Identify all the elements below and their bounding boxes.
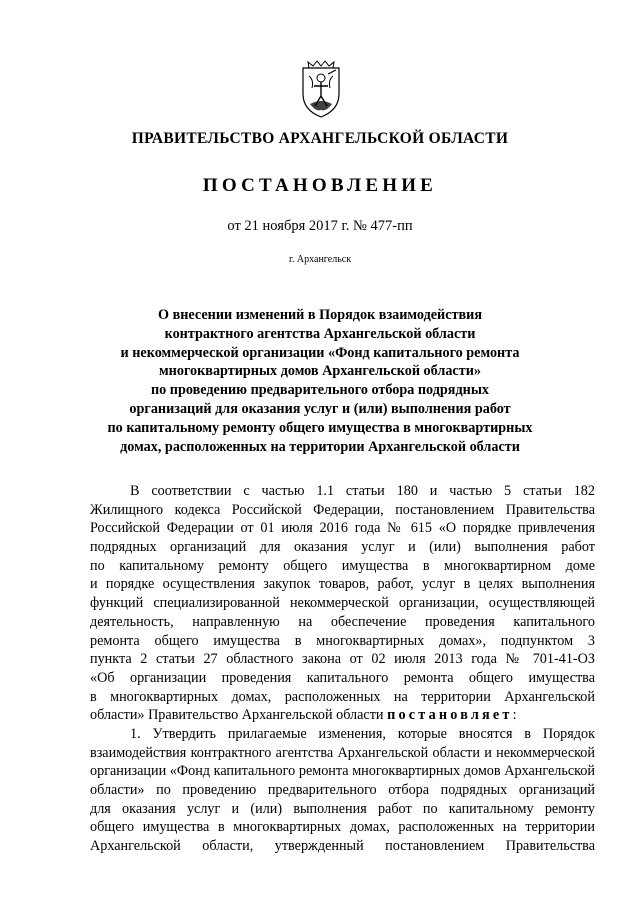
- preamble-line: деятельность, направленную на обеспечение проведения капитального: [90, 613, 595, 630]
- preamble-line: в многоквартирных домах, расположенных на территории Архангельской: [90, 688, 595, 705]
- document-body: [90, 482, 595, 856]
- title-line: контрактного агентства Архангельской области: [164, 325, 476, 342]
- preamble-line-text: области» Правительство Архангельской области: [90, 707, 384, 724]
- document-title: [95, 306, 545, 456]
- preamble-line: пункта 2 статьи 27 областного закона от 02 июля 2013 года № 701-41-ОЗ: [90, 651, 595, 668]
- preamble-line: «Об организации проведения капитального ремонта общего имущества: [90, 669, 595, 686]
- preamble-line: Российской Федерации от 01 июля 2016 года № 615 «О порядке привлечения: [90, 520, 595, 537]
- government-name: ПРАВИТЕЛЬСТВО АРХАНГЕЛЬСКОЙ ОБЛАСТИ: [131, 130, 509, 147]
- preamble-line: Жилищного кодекса Российской Федерации, постановлением Правительства: [90, 501, 595, 518]
- title-line: по капитальному ремонту общего имущества в многоквартирных: [107, 419, 533, 436]
- preamble-line: В соответствии с частью 1.1 статьи 180 и частью 5 статьи 182: [130, 483, 595, 499]
- item1-line: 1. Утвердить прилагаемые изменения, которые вносятся в Порядок: [130, 725, 595, 742]
- coat-of-arms-icon: [300, 60, 342, 120]
- title-line: многоквартирных домов Архангельской области»: [159, 363, 481, 380]
- item1-line: области» по проведению предварительного отбора подрядных организаций: [90, 782, 595, 798]
- document-type: ПОСТАНОВЛЕНИЕ: [202, 175, 438, 196]
- resolves-word: постановляет: [387, 707, 513, 724]
- item1-line: Архангельской области, утвержденный постановлением Правительства: [90, 838, 595, 855]
- preamble-line: функций специализированной некоммерческой организации, осуществляющей: [90, 595, 595, 612]
- item1-line: организации «Фонд капитального ремонта многоквартирных домов Архангельской: [90, 763, 595, 780]
- item1-line: взаимодействия контрактного агентства Архангельской области и некоммерческой: [90, 744, 595, 761]
- item1-line: для оказания услуг и (или) выполнения работ по капитальному ремонту: [90, 800, 595, 817]
- title-line: О внесении изменений в Порядок взаимодействия: [157, 307, 483, 323]
- preamble-line: подрядных организаций для оказания услуг и (или) выполнения работ: [90, 539, 595, 556]
- document-date-number: от 21 ноября 2017 г. № 477-пп: [227, 218, 413, 234]
- resolves-colon: :: [512, 707, 517, 724]
- title-line: по проведению предварительного отбора подрядных: [150, 382, 490, 399]
- preamble-last-line: [90, 706, 595, 725]
- preamble-line: по капитальному ремонту общего имущества в многоквартирном доме: [90, 557, 595, 574]
- document-city: г. Архангельск: [288, 254, 352, 265]
- title-line: и некоммерческой организации «Фонд капитального ремонта: [120, 344, 520, 361]
- title-line: домах, расположенных на территории Архангельской области: [120, 438, 520, 455]
- preamble-line: ремонта общего имущества в многоквартирных домах», подпунктом 3: [90, 632, 595, 649]
- title-line: организаций для оказания услуг и (или) выполнения работ: [129, 400, 511, 417]
- item1-line: общего имущества в многоквартирных домах, расположенных на территории: [90, 819, 595, 836]
- preamble-line: и порядке осуществления закупок товаров, работ, услуг в целях выполнения: [90, 576, 595, 593]
